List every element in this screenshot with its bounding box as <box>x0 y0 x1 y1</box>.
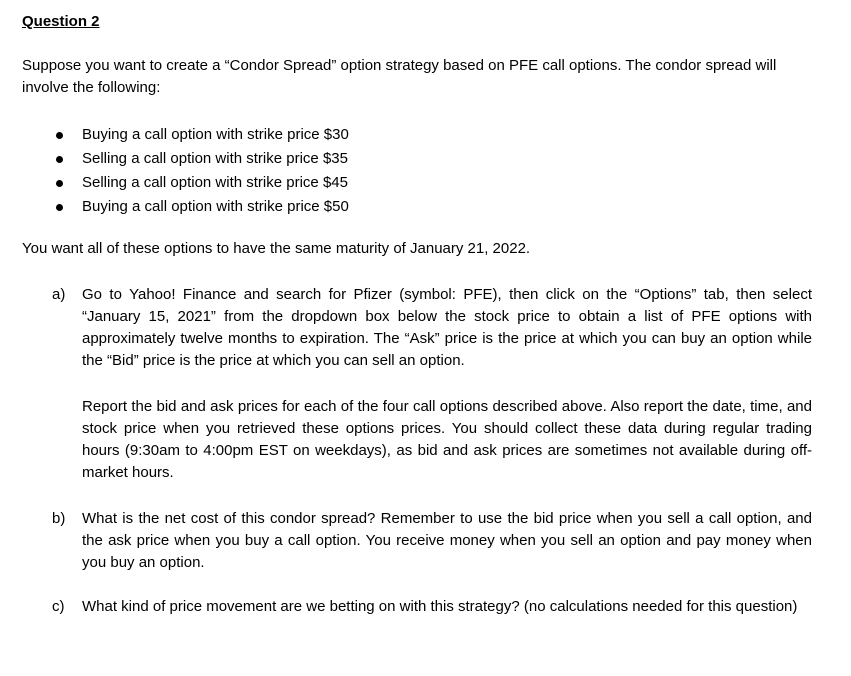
bullet-text: Buying a call option with strike price $50 <box>82 198 349 215</box>
question-a-report-paragraph: Report the bid and ask prices for each of the four call options described above. Also report the date, time, and stock price when you retrieved these options prices. You should collect these data during regular trading hours (9:30am to 4:00pm EST on weekdays), as bid and ask prices are sometimes not available during off-market hours. <box>82 398 812 481</box>
bullet-text: Selling a call option with strike price $35 <box>82 150 348 167</box>
question-letter: a) <box>52 286 66 303</box>
bullet-item <box>54 147 349 171</box>
bullet-item <box>54 123 349 147</box>
bullet-icon <box>56 132 63 139</box>
bullet-icon <box>56 204 63 211</box>
maturity-paragraph: You want all of these options to have the same maturity of January 21, 2022. <box>22 240 531 257</box>
question-c <box>52 596 812 618</box>
question-text: Go to Yahoo! Finance and search for Pfizer (symbol: PFE), then click on the “Options” tab, then select “January 15, 2021” from the dropdown box below the stock price to obtain a list of PFE options with approximately twelve months to expiration. The “Ask” price is the price at which you can buy an option while the “Bid” price is the price at which you can sell an option. <box>82 286 812 369</box>
question-letter: b) <box>52 510 66 527</box>
bullet-text: Selling a call option with strike price $45 <box>82 174 348 191</box>
question-heading: Question 2 <box>22 13 100 30</box>
bullet-item <box>54 171 349 195</box>
intro-paragraph: Suppose you want to create a “Condor Spread” option strategy based on PFE call options. The condor spread will involve the following: <box>22 57 777 96</box>
question-text: What is the net cost of this condor spread? Remember to use the bid price when you sell a call option, and the ask price when you buy a call option. You receive money when you sell an option and pay money when you buy an option. <box>82 510 812 571</box>
question-b <box>52 508 812 574</box>
bullet-icon <box>56 180 63 187</box>
question-a <box>52 284 812 372</box>
bullet-item <box>54 195 349 219</box>
bullet-text: Buying a call option with strike price $30 <box>82 126 349 143</box>
bullet-icon <box>56 156 63 163</box>
strategy-bullet-list <box>54 123 349 219</box>
question-text: What kind of price movement are we betting on with this strategy? (no calculations needed for this question) <box>82 598 798 615</box>
question-letter: c) <box>52 598 65 615</box>
